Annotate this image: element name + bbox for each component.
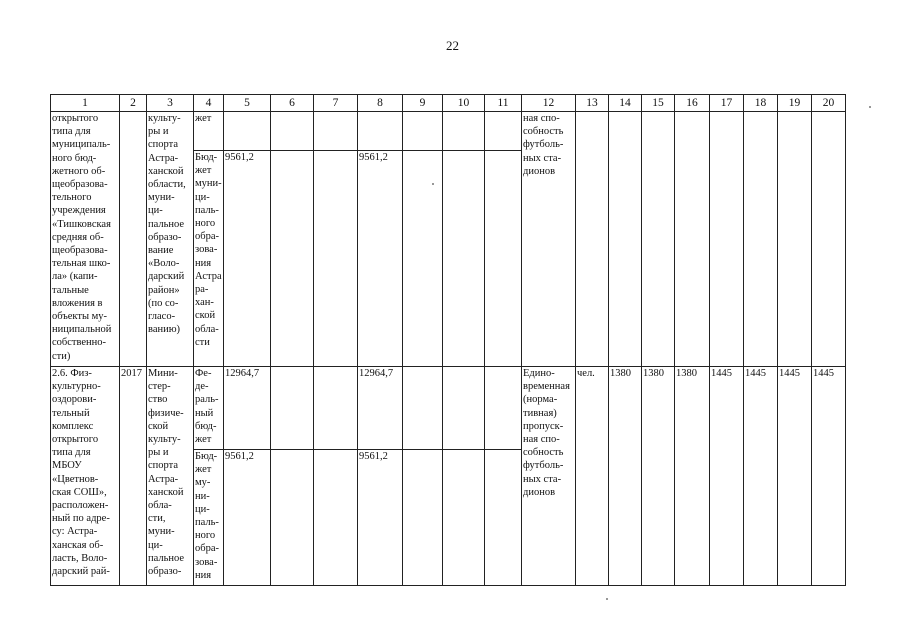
indicator-value-cell: 1445 [778,367,812,586]
header-cell: 20 [812,95,846,112]
value-cell [271,450,314,586]
indicator-value-cell: 1445 [744,367,778,586]
value-cell [443,450,485,586]
indicator-value-cell: 1445 [812,367,846,586]
indicator-value-cell [710,112,744,367]
value-cell [314,367,358,450]
value-cell [485,112,522,151]
indicator-value-cell [642,112,675,367]
value-cell [443,367,485,450]
value-cell [271,367,314,450]
funding-source-cell: Бюд- жет муни- ци- паль- ного обра- зова- ния Астра ра- хан- ской обла- сти [194,151,224,367]
value-cell [358,112,403,151]
indicator-cell: Едино- временная (норма- тивная) пропуск- ная спо- собность футболь- ных ста- дионов [522,367,576,586]
value-cell [443,112,485,151]
value-cell [314,151,358,367]
header-cell: 8 [358,95,403,112]
indicator-value-cell [675,112,710,367]
table-row [51,112,846,151]
unit-cell: чел. [576,367,609,586]
indicator-value-cell: 1380 [642,367,675,586]
funding-source-cell: Бюд- жет му- ни- ци- паль- ного обра- зова- ния [194,450,224,586]
value-cell [403,112,443,151]
table-row [51,367,846,450]
value-cell [314,112,358,151]
amount-cell: 9561,2 [224,151,271,367]
value-cell [403,450,443,586]
amount-cell: 12964,7 [358,367,403,450]
object-description-cell: 2.6. Физ- культурно- оздорови- тельный комплекс открытого типа для МБОУ «Цветнов- ская СОШ», расположен- ный по адре- су: Астра- ханская об- ласть, Воло- дарский рай- [51,367,120,586]
header-cell: 17 [710,95,744,112]
value-cell [443,151,485,367]
header-cell: 15 [642,95,675,112]
scan-speck [606,598,608,600]
header-cell: 9 [403,95,443,112]
value-cell [485,151,522,367]
header-cell: 3 [147,95,194,112]
year-cell: 2017 [120,367,147,586]
amount-cell: 9561,2 [358,450,403,586]
scan-speck [432,183,434,185]
header-cell: 11 [485,95,522,112]
header-cell: 7 [314,95,358,112]
budget-table [50,94,846,586]
header-row [51,95,846,112]
header-cell: 4 [194,95,224,112]
object-description-cell: открытого типа для муниципаль- ного бюд- жетного об- щеобразова- тельного учреждения «Тишковская средняя об- щеобразова- тельная шко- ла» (капи- тальные вложения в объекты му- ниципальной собственно- сти) [51,112,120,367]
header-cell: 6 [271,95,314,112]
funding-source-cell: Фе- де- раль- ный бюд- жет [194,367,224,450]
value-cell [314,450,358,586]
value-cell [224,112,271,151]
header-cell: 16 [675,95,710,112]
indicator-value-cell: 1380 [609,367,642,586]
indicator-value-cell: 1380 [675,367,710,586]
executor-cell: культу- ры и спорта Астра- ханской области, муни- ци- пальное образо- вание «Воло- дарский район» (по со- гласо- ванию) [147,112,194,367]
indicator-value-cell: 1445 [710,367,744,586]
value-cell [485,367,522,450]
header-cell: 12 [522,95,576,112]
value-cell [485,450,522,586]
header-cell: 19 [778,95,812,112]
page-number: 22 [446,38,459,53]
indicator-value-cell [609,112,642,367]
header-cell: 13 [576,95,609,112]
header-cell: 10 [443,95,485,112]
value-cell [271,112,314,151]
amount-cell: 9561,2 [224,450,271,586]
value-cell [403,151,443,367]
scan-speck [869,106,871,108]
value-cell [403,367,443,450]
indicator-value-cell [812,112,846,367]
header-cell: 18 [744,95,778,112]
header-cell: 5 [224,95,271,112]
indicator-value-cell [778,112,812,367]
header-cell: 14 [609,95,642,112]
indicator-value-cell [744,112,778,367]
funding-source-cell: жет [194,112,224,151]
amount-cell: 12964,7 [224,367,271,450]
header-cell: 2 [120,95,147,112]
indicator-cell: ная спо- собность футболь- ных ста- дионов [522,112,576,367]
executor-cell: Мини- стер- ство физиче- ской культу- ры и спорта Астра- ханской обла- сти, муни- ци- пальное образо- [147,367,194,586]
header-cell: 1 [51,95,120,112]
amount-cell: 9561,2 [358,151,403,367]
value-cell [271,151,314,367]
year-cell [120,112,147,367]
unit-cell [576,112,609,367]
